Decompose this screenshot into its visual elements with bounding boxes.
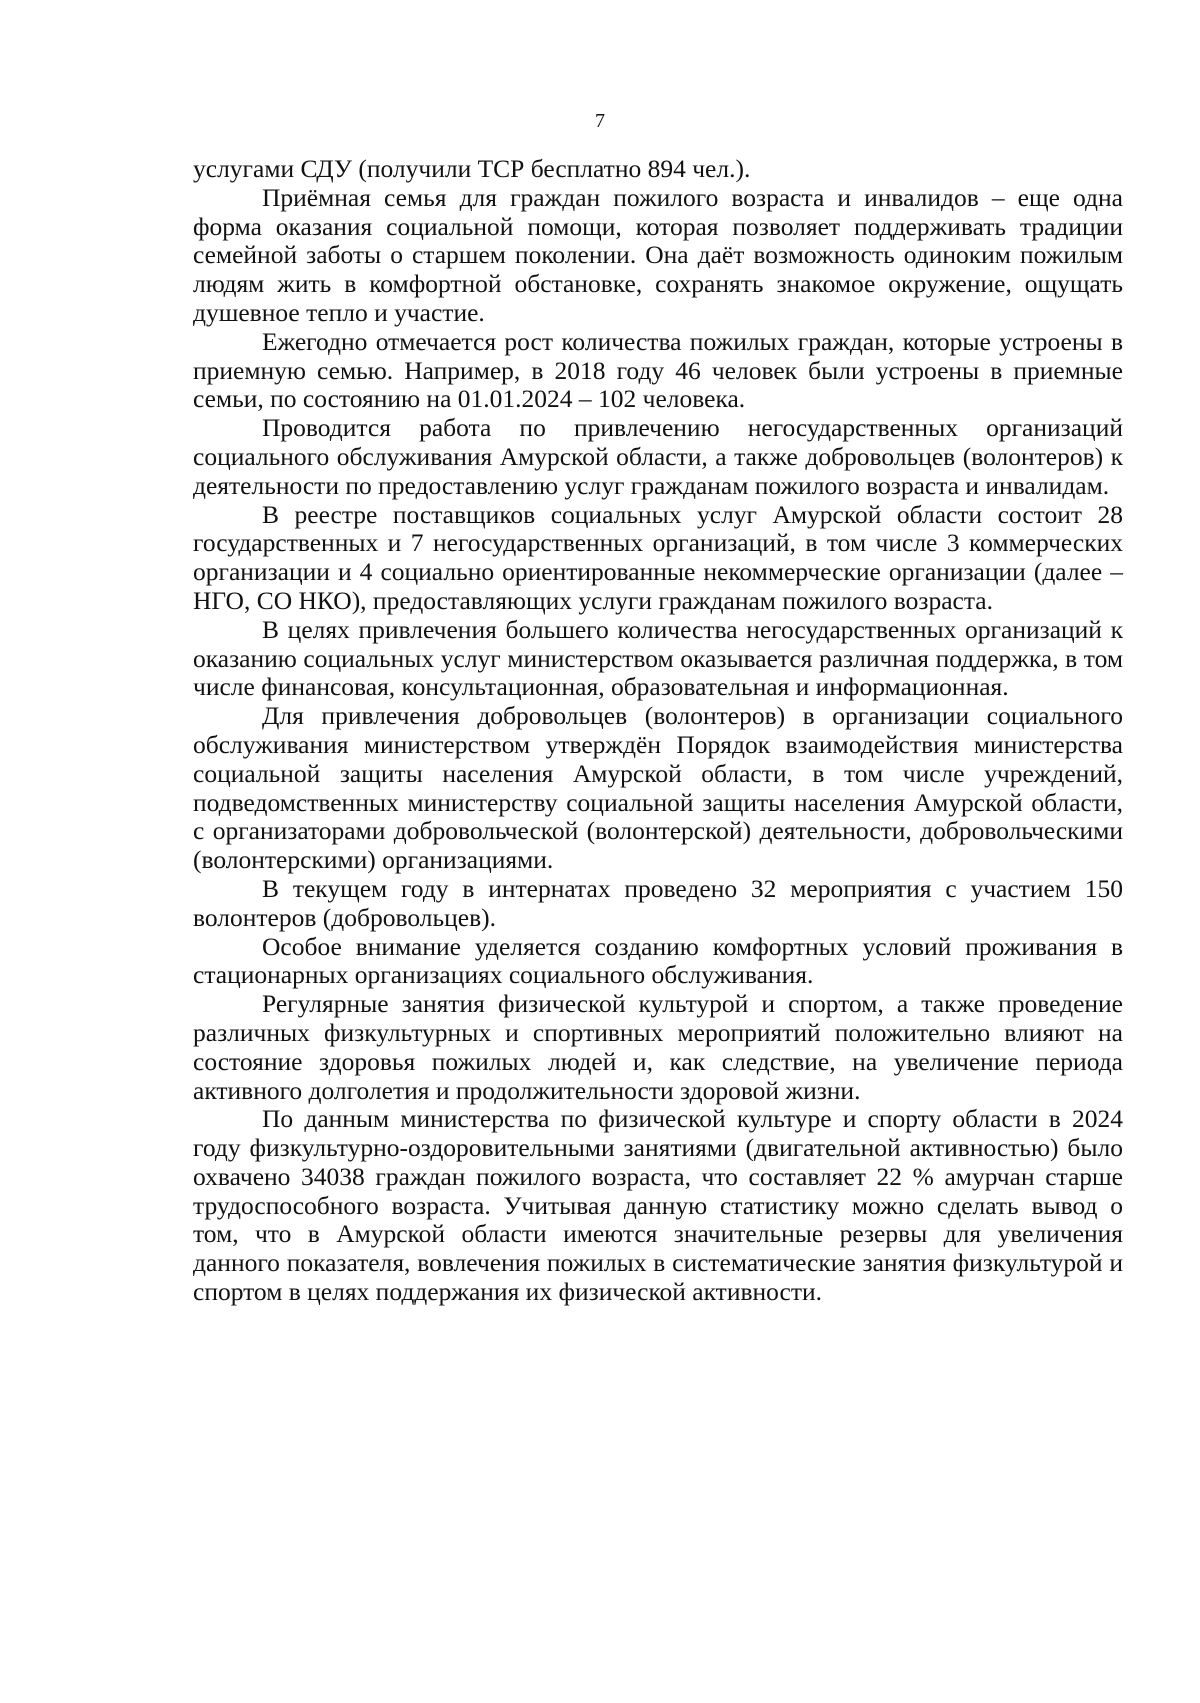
paragraph-volunteer-events: В текущем году в интернатах проведено 32 мероприятия с участием 150 волонтеров (добровольцев). <box>193 873 1123 932</box>
paragraph-volunteer-procedure: Для привлечения добровольцев (волонтеров) в организации социального обслуживания министерством утверждён Порядок взаимодействия министерства социальной защиты населения Амурской области, в том числе учреждений, подведомственных министерству социальной защиты населения Амурской области, с организаторами добровольческой (волонтерской) деятельности, добровольческими (волонтерскими) организациями. <box>193 701 1123 875</box>
document-body <box>193 155 1123 1307</box>
paragraph-physical-activity: Регулярные занятия физической культурой и спортом, а также проведение различных физкультурных и спортивных мероприятий положительно влияют на состояние здоровья пожилых людей и, как следствие, на увеличение периода активного долголетия и продолжительности здоровой жизни. <box>193 989 1123 1105</box>
paragraph-ministry-support: В целях привлечения большего количества негосударственных организаций к оказанию социальных услуг министерством оказывается различная поддержка, в том числе финансовая, консультационная, образовательная и информационная. <box>193 614 1123 702</box>
paragraph-provider-registry: В реестре поставщиков социальных услуг Амурской области состоит 28 государственных и 7 негосударственных организаций, в том числе 3 коммерческих организации и 4 социально ориентированные некоммерческие организации (далее – НГО, СО НКО), предоставляющих услуги гражданам пожилого возраста. <box>193 499 1123 615</box>
paragraph-foster-family: Приёмная семья для граждан пожилого возраста и инвалидов – еще одна форма оказания социальной помощи, которая позволяет поддерживать традиции семейной заботы о старшем поколении. Она даёт возможность одиноким пожилым людям жить в комфортной обстановке, сохранять знакомое окружение, ощущать душевное тепло и участие. <box>193 182 1123 327</box>
paragraph-comfortable-conditions: Особое внимание уделяется созданию комфортных условий проживания в стационарных организациях социального обслуживания. <box>193 931 1123 990</box>
paragraph-continuation: услугами СДУ (получили ТСР бесплатно 894 чел.). <box>193 154 751 183</box>
paragraph-sports-statistics: По данным министерства по физической культуре и спорту области в 2024 году физкультурно-оздоровительными занятиями (двигательной активностью) было охвачено 34038 граждан пожилого возраста, что составляет 22 % амурчан старше трудоспособного возраста. Учитывая данную статистику можно сделать вывод о том, что в Амурской области имеются значительные резервы для увеличения данного показателя, вовлечения пожилых в систематические занятия физкультурой и спортом в целях поддержания их физической активности. <box>193 1104 1123 1307</box>
page-number: 7 <box>595 110 605 132</box>
paragraph-nongov-organizations: Проводится работа по привлечению негосударственных организаций социального обслуживания Амурской области, а также добровольцев (волонтеров) к деятельности по предоставлению услуг гражданам пожилого возраста и инвалидам. <box>193 413 1123 500</box>
paragraph-foster-growth: Ежегодно отмечается рост количества пожилых граждан, которые устроены в приемную семью. Например, в 2018 году 46 человек были устроены в приемные семьи, по состоянию на 01.01.2024 – 102 человека. <box>193 326 1123 414</box>
